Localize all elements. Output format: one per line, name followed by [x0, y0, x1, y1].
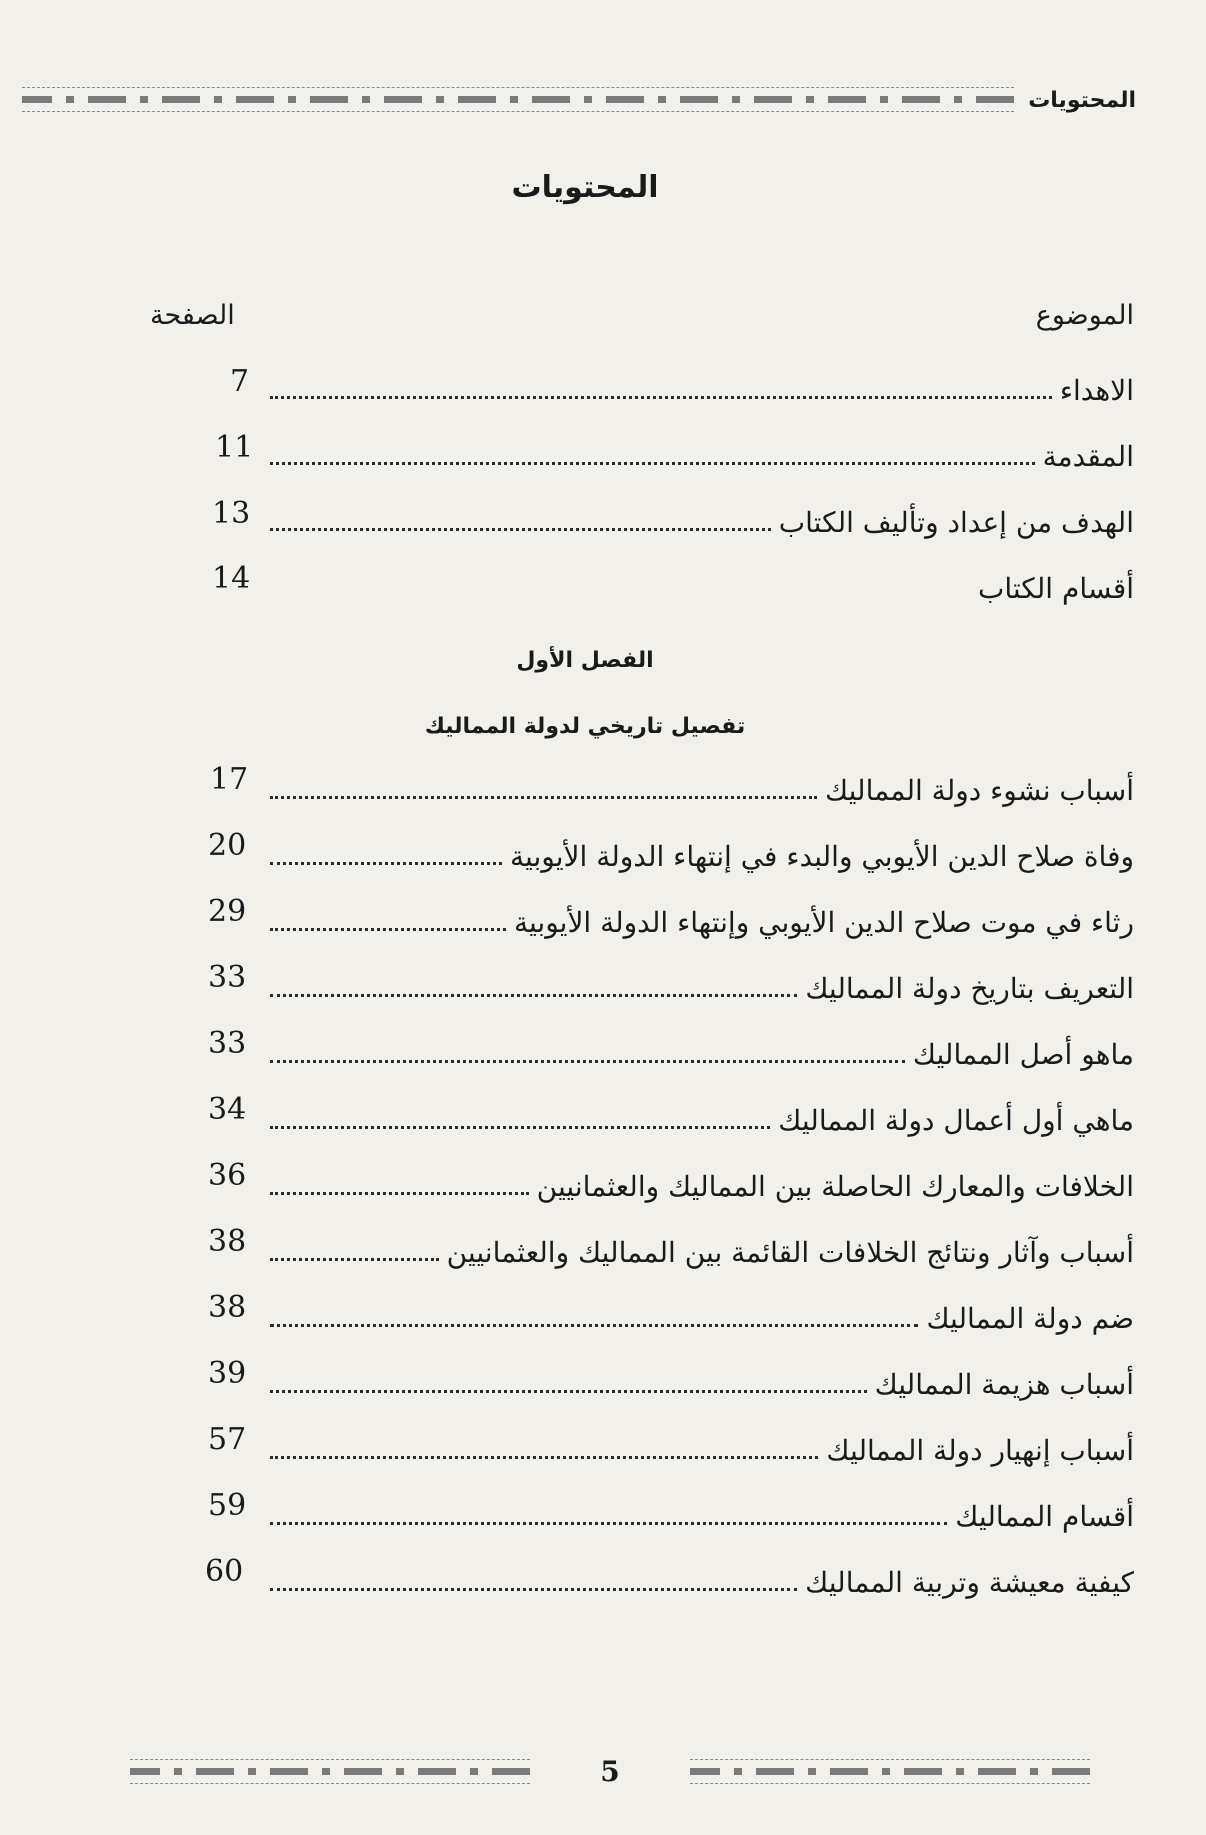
toc-entry-title: وفاة صلاح الدين الأيوبي والبدء في إنتهاء الدولة الأيوبية	[510, 840, 1134, 873]
toc-entry	[270, 1425, 1134, 1465]
chapter-label: الفصل الأول	[516, 648, 654, 673]
toc-entry	[270, 563, 1134, 603]
toc-entry-title: ضم دولة المماليك	[926, 1302, 1134, 1335]
toc-entry-page: 13	[212, 496, 251, 531]
toc-entry	[270, 1491, 1134, 1531]
toc-entry-page: 38	[208, 1224, 247, 1259]
toc-entry-page: 14	[212, 561, 251, 596]
dot-leader	[270, 994, 797, 997]
dot-leader	[270, 1060, 905, 1063]
running-header	[22, 80, 1136, 120]
toc-entry-page: 29	[208, 894, 247, 929]
toc-entry-page: 11	[215, 430, 254, 465]
dot-leader	[270, 528, 771, 531]
toc-entry	[270, 1095, 1134, 1135]
toc-entry-page: 17	[210, 762, 249, 797]
page-number: 5	[600, 1755, 620, 1788]
toc-entry	[270, 1293, 1134, 1333]
dot-leader	[270, 462, 1035, 465]
toc-entry-title: التعريف بتاريخ دولة المماليك	[805, 972, 1134, 1005]
dot-leader	[270, 928, 506, 931]
toc-entry	[270, 497, 1134, 537]
page-title: المحتويات	[511, 170, 659, 205]
toc-entry-page: 34	[208, 1092, 247, 1127]
toc-entry-title: أسباب هزيمة المماليك	[874, 1368, 1134, 1401]
toc-entry-page: 38	[208, 1290, 247, 1325]
dot-leader	[270, 1456, 818, 1459]
toc-entry-title: رثاء في موت صلاح الدين الأيوبي وإنتهاء الدولة الأيوبية	[513, 906, 1134, 939]
toc-entry-page: 7	[230, 364, 250, 399]
dot-leader	[270, 796, 817, 799]
toc-entry-page: 20	[208, 828, 247, 863]
toc-entry-page: 33	[208, 1026, 247, 1061]
dot-leader	[270, 1192, 529, 1195]
toc-entry	[270, 765, 1134, 805]
toc-entry-title: كيفية معيشة وتربية المماليك	[805, 1566, 1134, 1599]
toc-entry	[270, 1557, 1134, 1597]
toc-entry-title: ماهو أصل المماليك	[912, 1038, 1134, 1071]
toc-entry-page: 59	[208, 1488, 247, 1523]
toc-entry	[270, 963, 1134, 1003]
toc-entry-title: أسباب وآثار ونتائج الخلافات القائمة بين المماليك والعثمانيين	[446, 1236, 1134, 1269]
dot-leader	[270, 1324, 918, 1327]
toc-entry	[270, 1227, 1134, 1267]
toc-entry-page: 33	[208, 960, 247, 995]
dot-leader	[270, 594, 970, 597]
running-header-title: المحتويات	[1028, 87, 1136, 113]
toc-entry	[270, 1029, 1134, 1069]
page-footer	[130, 1752, 1090, 1792]
chapter-subtitle: تفصيل تاريخي لدولة المماليك	[424, 714, 746, 739]
dot-leader	[270, 1126, 770, 1129]
toc-entry	[270, 1161, 1134, 1201]
toc-entry	[270, 1359, 1134, 1399]
toc-entry	[270, 897, 1134, 937]
toc-entry-page: 36	[208, 1158, 247, 1193]
toc-entry-title: أسباب إنهيار دولة المماليك	[826, 1434, 1134, 1467]
toc-entry-title: الاهداء	[1059, 374, 1134, 407]
toc-entry-title: أقسام الكتاب	[977, 572, 1134, 605]
toc-entry	[270, 831, 1134, 871]
toc-entry-title: أقسام المماليك	[955, 1500, 1134, 1533]
toc-entry-title: أسباب نشوء دولة المماليك	[824, 774, 1134, 807]
dot-leader	[270, 1522, 947, 1525]
toc-entry	[270, 365, 1134, 405]
toc-entry-page: 60	[205, 1554, 244, 1589]
column-header-topic: الموضوع	[1035, 300, 1134, 331]
toc-entry-title: الخلافات والمعارك الحاصلة بين المماليك والعثمانيين	[536, 1170, 1134, 1203]
toc-entry-title: المقدمة	[1042, 440, 1134, 473]
dot-leader	[270, 1390, 867, 1393]
footer-decorative-rule-right	[690, 1757, 1090, 1787]
toc-entry-page: 39	[208, 1356, 247, 1391]
header-decorative-rule	[22, 85, 1014, 115]
dot-leader	[270, 1588, 797, 1591]
dot-leader	[270, 396, 1052, 399]
dot-leader	[270, 862, 502, 865]
toc-entry-page: 57	[208, 1422, 247, 1457]
dot-leader	[270, 1258, 439, 1261]
toc-entry-title: ماهي أول أعمال دولة المماليك	[778, 1104, 1134, 1137]
toc-entry-title: الهدف من إعداد وتأليف الكتاب	[778, 506, 1134, 539]
column-header-page: الصفحة	[150, 300, 235, 331]
toc-entry	[270, 431, 1134, 471]
